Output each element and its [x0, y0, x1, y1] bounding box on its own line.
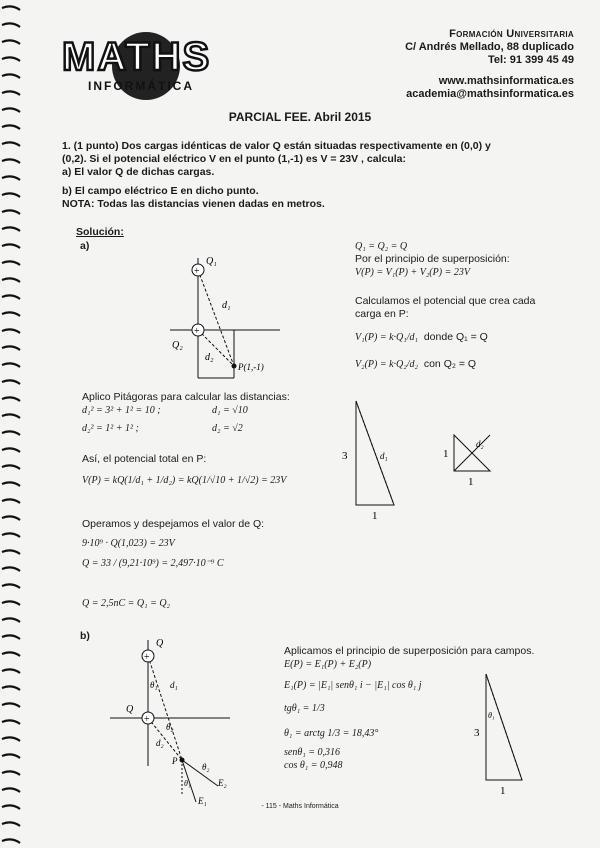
- triangle-b: [470, 668, 530, 800]
- logo-main: MATHS: [62, 35, 212, 79]
- logo: [58, 28, 218, 100]
- triangles-a: [338, 395, 508, 525]
- binding-ring: [2, 125, 20, 129]
- binding-ring: [2, 91, 20, 95]
- binding-ring: [2, 839, 20, 843]
- binding-ring: [2, 567, 20, 571]
- eq-solve-1: 9·10⁹ · Q(1,023) = 23V: [82, 538, 175, 549]
- binding-ring: [2, 686, 20, 690]
- diagram-b: [110, 636, 260, 808]
- part-a-right: [355, 240, 575, 371]
- label-d1-b: d₁: [170, 680, 178, 690]
- eq-tg: tgθ₁ = 1/3: [284, 703, 325, 714]
- eq-e-total: E(P) = E₁(P) + E₂(P): [284, 659, 372, 670]
- eq-d2: d₂ = √2: [212, 423, 243, 434]
- eq-v2-cond: con Q₂ = Q: [423, 358, 477, 370]
- label-q-mid: Q: [126, 704, 134, 715]
- solve-intro: Operamos y despejamos el valor de Q:: [82, 518, 265, 530]
- pitagoras-intro: Aplico Pitágoras para calcular las distancias:: [82, 391, 290, 403]
- label-e2: E₂: [218, 778, 227, 788]
- svg-text:+: +: [194, 266, 200, 277]
- problem-line-2: (0,2). Si el potencial eléctrico V en el punto (1,-1) es V = 23V , calcula:: [62, 153, 406, 165]
- tri-b-theta: θ₁: [488, 711, 495, 720]
- label-q2: Q₂: [172, 340, 183, 351]
- eq-v1-cond: donde Q₁ = Q: [423, 331, 488, 343]
- label-q1: Q₁: [206, 256, 217, 267]
- label-theta2: θ₂: [166, 722, 174, 732]
- binding-ring: [2, 363, 20, 367]
- binding-ring: [2, 618, 20, 622]
- tri-small-side: 1: [443, 448, 449, 460]
- binding-ring: [2, 516, 20, 520]
- tri-small-base: 1: [468, 476, 474, 488]
- binding-ring: [2, 312, 20, 316]
- label-p-b: P: [172, 756, 178, 766]
- problem-item-a: a) El valor Q de dichas cargas.: [62, 166, 215, 178]
- svg-text:+: +: [194, 326, 200, 337]
- problem-line-1: 1. (1 punto) Dos cargas idénticas de valor Q están situadas respectivamente en (0,0) y: [62, 140, 491, 152]
- binding-ring: [2, 431, 20, 435]
- label-p: P(1,-1): [238, 362, 264, 372]
- eq-v2: V₂(P) = k·Q₂/d₂: [355, 359, 418, 370]
- binding-ring: [2, 550, 20, 554]
- binding-ring: [2, 703, 20, 707]
- eq-solve-2: Q = 33 / (9,21·10⁹) = 2,497·10⁻⁹ C: [82, 558, 224, 569]
- eq-theta: θ₁ = arctg 1/3 = 18,43°: [284, 728, 379, 739]
- org-name: Formación Universitaria: [449, 28, 574, 40]
- label-e1: E₁: [198, 796, 207, 806]
- problem-item-b: b) El campo eléctrico E en dicho punto.: [62, 185, 259, 197]
- label-d1: d₁: [222, 300, 231, 311]
- label-theta2-p: θ₂: [202, 762, 210, 772]
- binding-ring: [2, 499, 20, 503]
- eq-total-potential: V(P) = kQ(1/d₁ + 1/d₂) = kQ(1/√10 + 1/√2) = 23V: [82, 475, 287, 486]
- label-d2-b: d₂: [156, 738, 164, 748]
- binding-ring: [2, 822, 20, 826]
- binding-ring: [2, 244, 20, 248]
- phone: Tel: 91 399 45 49: [487, 54, 574, 66]
- website: www.mathsinformatica.es: [438, 75, 574, 87]
- binding-ring: [2, 414, 20, 418]
- binding-ring: [2, 193, 20, 197]
- page-title: PARCIAL FEE. Abril 2015: [228, 110, 372, 124]
- address: C/ Andrés Mellado, 88 duplicado: [405, 41, 574, 53]
- logo-sub: INFORMÁTICA: [88, 79, 194, 93]
- problem-statement: [62, 140, 572, 211]
- binding-ring: [2, 6, 20, 10]
- binding-ring: [2, 295, 20, 299]
- binding-ring: [2, 159, 20, 163]
- binding-ring: [2, 380, 20, 384]
- svg-text:+: +: [144, 652, 150, 663]
- contact-block: [405, 28, 574, 101]
- binding-ring: [2, 669, 20, 673]
- eq-solve-3: Q = 2,5nC = Q₁ = Q₂: [82, 598, 171, 609]
- binding-ring: [2, 57, 20, 61]
- tri-big-side: 3: [342, 450, 348, 462]
- binding-ring: [2, 210, 20, 214]
- label-q-top: Q: [156, 638, 164, 649]
- binding-ring: [2, 720, 20, 724]
- tri-big-base: 1: [372, 510, 378, 522]
- binding-ring: [2, 482, 20, 486]
- binding-ring: [2, 601, 20, 605]
- eq-sen: senθ₁ = 0,316: [284, 747, 340, 758]
- binding-ring: [2, 278, 20, 282]
- superposition-text: Por el principio de superposición:: [355, 253, 510, 265]
- binding-ring: [2, 142, 20, 146]
- problem-nota: NOTA: Todas las distancias vienen dadas en metros.: [62, 198, 325, 210]
- part-b-label: b): [80, 630, 90, 642]
- tri-small-d2: d₂: [476, 439, 484, 449]
- calc-text-2: carga en P:: [355, 308, 409, 320]
- total-intro: Así, el potencial total en P:: [82, 453, 207, 465]
- eq-d1-squared: d₁² = 3² + 1² = 10 ;: [82, 405, 161, 416]
- tri-b-base: 1: [500, 785, 506, 797]
- binding-ring: [2, 788, 20, 792]
- binding-ring: [2, 227, 20, 231]
- binding-ring: [2, 771, 20, 775]
- binding-ring: [2, 397, 20, 401]
- binding-ring: [2, 23, 20, 27]
- label-theta1: θ₁: [150, 680, 158, 690]
- binding-ring: [2, 584, 20, 588]
- binding-ring: [2, 74, 20, 78]
- eq-cos: cos θ₁ = 0,948: [284, 760, 343, 771]
- eq-d2-squared: d₂² = 1² + 1² ;: [82, 423, 139, 434]
- spiral-binding: [0, 0, 22, 848]
- binding-ring: [2, 533, 20, 537]
- binding-ring: [2, 737, 20, 741]
- tri-b-side: 3: [474, 727, 480, 739]
- label-d2: d₂: [205, 352, 214, 363]
- binding-ring: [2, 40, 20, 44]
- binding-ring: [2, 329, 20, 333]
- binding-ring: [2, 635, 20, 639]
- eq-v1: V₁(P) = k·Q₁/d₁: [355, 332, 418, 343]
- binding-ring: [2, 261, 20, 265]
- binding-ring: [2, 176, 20, 180]
- binding-ring: [2, 465, 20, 469]
- eq-e1: E₁(P) = |E₁| senθ₁ i − |E₁| cos θ₁ j: [284, 680, 422, 691]
- logo-graphic: [58, 28, 218, 100]
- svg-text:+: +: [144, 714, 150, 725]
- email: academia@mathsinformatica.es: [406, 88, 574, 100]
- eq-d1: d₁ = √10: [212, 405, 248, 416]
- solution-heading: Solución:: [76, 226, 124, 238]
- binding-ring: [2, 346, 20, 350]
- eq-q-equal: Q₁ = Q₂ = Q: [355, 241, 408, 252]
- part-a-label: a): [80, 240, 90, 252]
- label-theta1-p: θ₁: [184, 779, 191, 788]
- tri-big-d1: d₁: [380, 451, 388, 461]
- eq-v-total: V(P) = V₁(P) + V₂(P) = 23V: [355, 267, 470, 278]
- page-footer: - 115 - Maths Informática: [261, 803, 339, 810]
- binding-ring: [2, 754, 20, 758]
- pitagoras-block: [82, 391, 322, 436]
- calc-text-1: Calculamos el potencial que crea cada: [355, 295, 536, 307]
- binding-ring: [2, 652, 20, 656]
- diagram-a: [150, 250, 290, 385]
- binding-ring: [2, 448, 20, 452]
- fields-intro: Aplicamos el principio de superposición para campos.: [284, 645, 535, 657]
